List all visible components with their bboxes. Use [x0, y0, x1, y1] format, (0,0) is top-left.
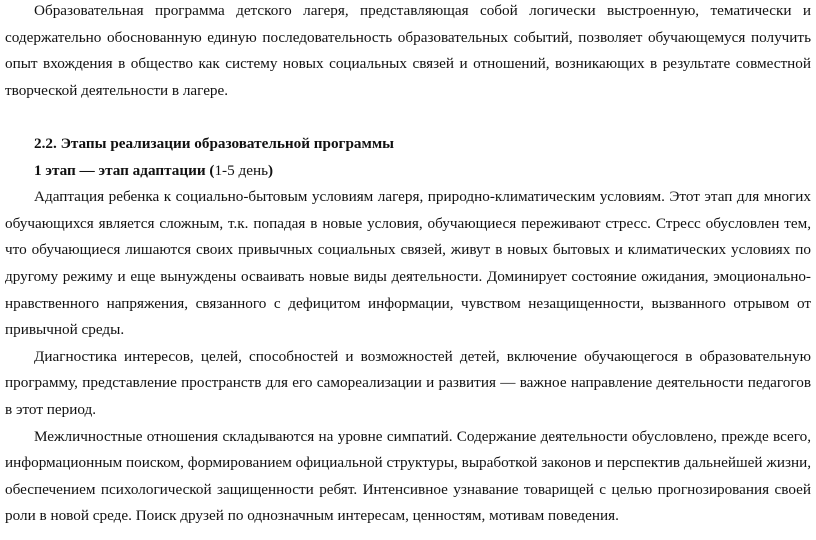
intro-paragraph: Образовательная программа детского лагеря, представляющая собой логически выстроенную, тематически и содержательно обоснованную единую последовательность образовательных событий, позволяет обучающемуся получить опыт вхождения в общество как систему новых социальных связей и отношений, возникающих в результате совместной творческой деятельности в лагере.: [5, 2, 811, 99]
stage-close: ): [268, 161, 274, 179]
paragraph-diagnostics: Диагностика интересов, целей, способностей и возможностей детей, включение обучающегося в образовательную программу, представление пространств для его самореализации и развития — важное направление деятельности педагогов в этот период.: [5, 347, 811, 418]
paragraph-adaptation: Адаптация ребенка к социально-бытовым условиям лагеря, природно-климатическим условиям. Этот этап для многих обучающихся является сложным, т.к. попадая в новые условия, обучающиеся переживают стресс. Стресс обусловлен тем, что обучающиеся лишаются своих привычных социальных связей, живут в новых бытовых и климатических условиях по другому режиму и еще вынуждены осваивать новые виды деятельности. Доминирует состояние ожидания, эмоционально-нравственного напряжения, связанного с дефицитом информации, чувством незащищенности, вызванного отрывом от привычной среды.: [5, 188, 811, 339]
stage-title: 1 этап — этап адаптации (: [34, 161, 215, 179]
paragraph-relations: Межличностные отношения складываются на уровне симпатий. Содержание деятельности обусловлено, прежде всего, информационным поиском, формированием официальной структуры, выработкой законов и перспектив дальнейшей жизни, обеспечением психологической защищенности ребят. Интенсивное узнавание товарищей с целью прогнозирования своей роли в новой среде. Поиск друзей по однозначным интересам, ценностям, мотивам поведения.: [5, 427, 811, 525]
stage-heading: [5, 158, 811, 185]
stage-duration: 1-5 день: [214, 161, 269, 179]
section-heading: 2.2. Этапы реализации образовательной программы: [34, 134, 395, 152]
document-page: [5, 0, 811, 530]
